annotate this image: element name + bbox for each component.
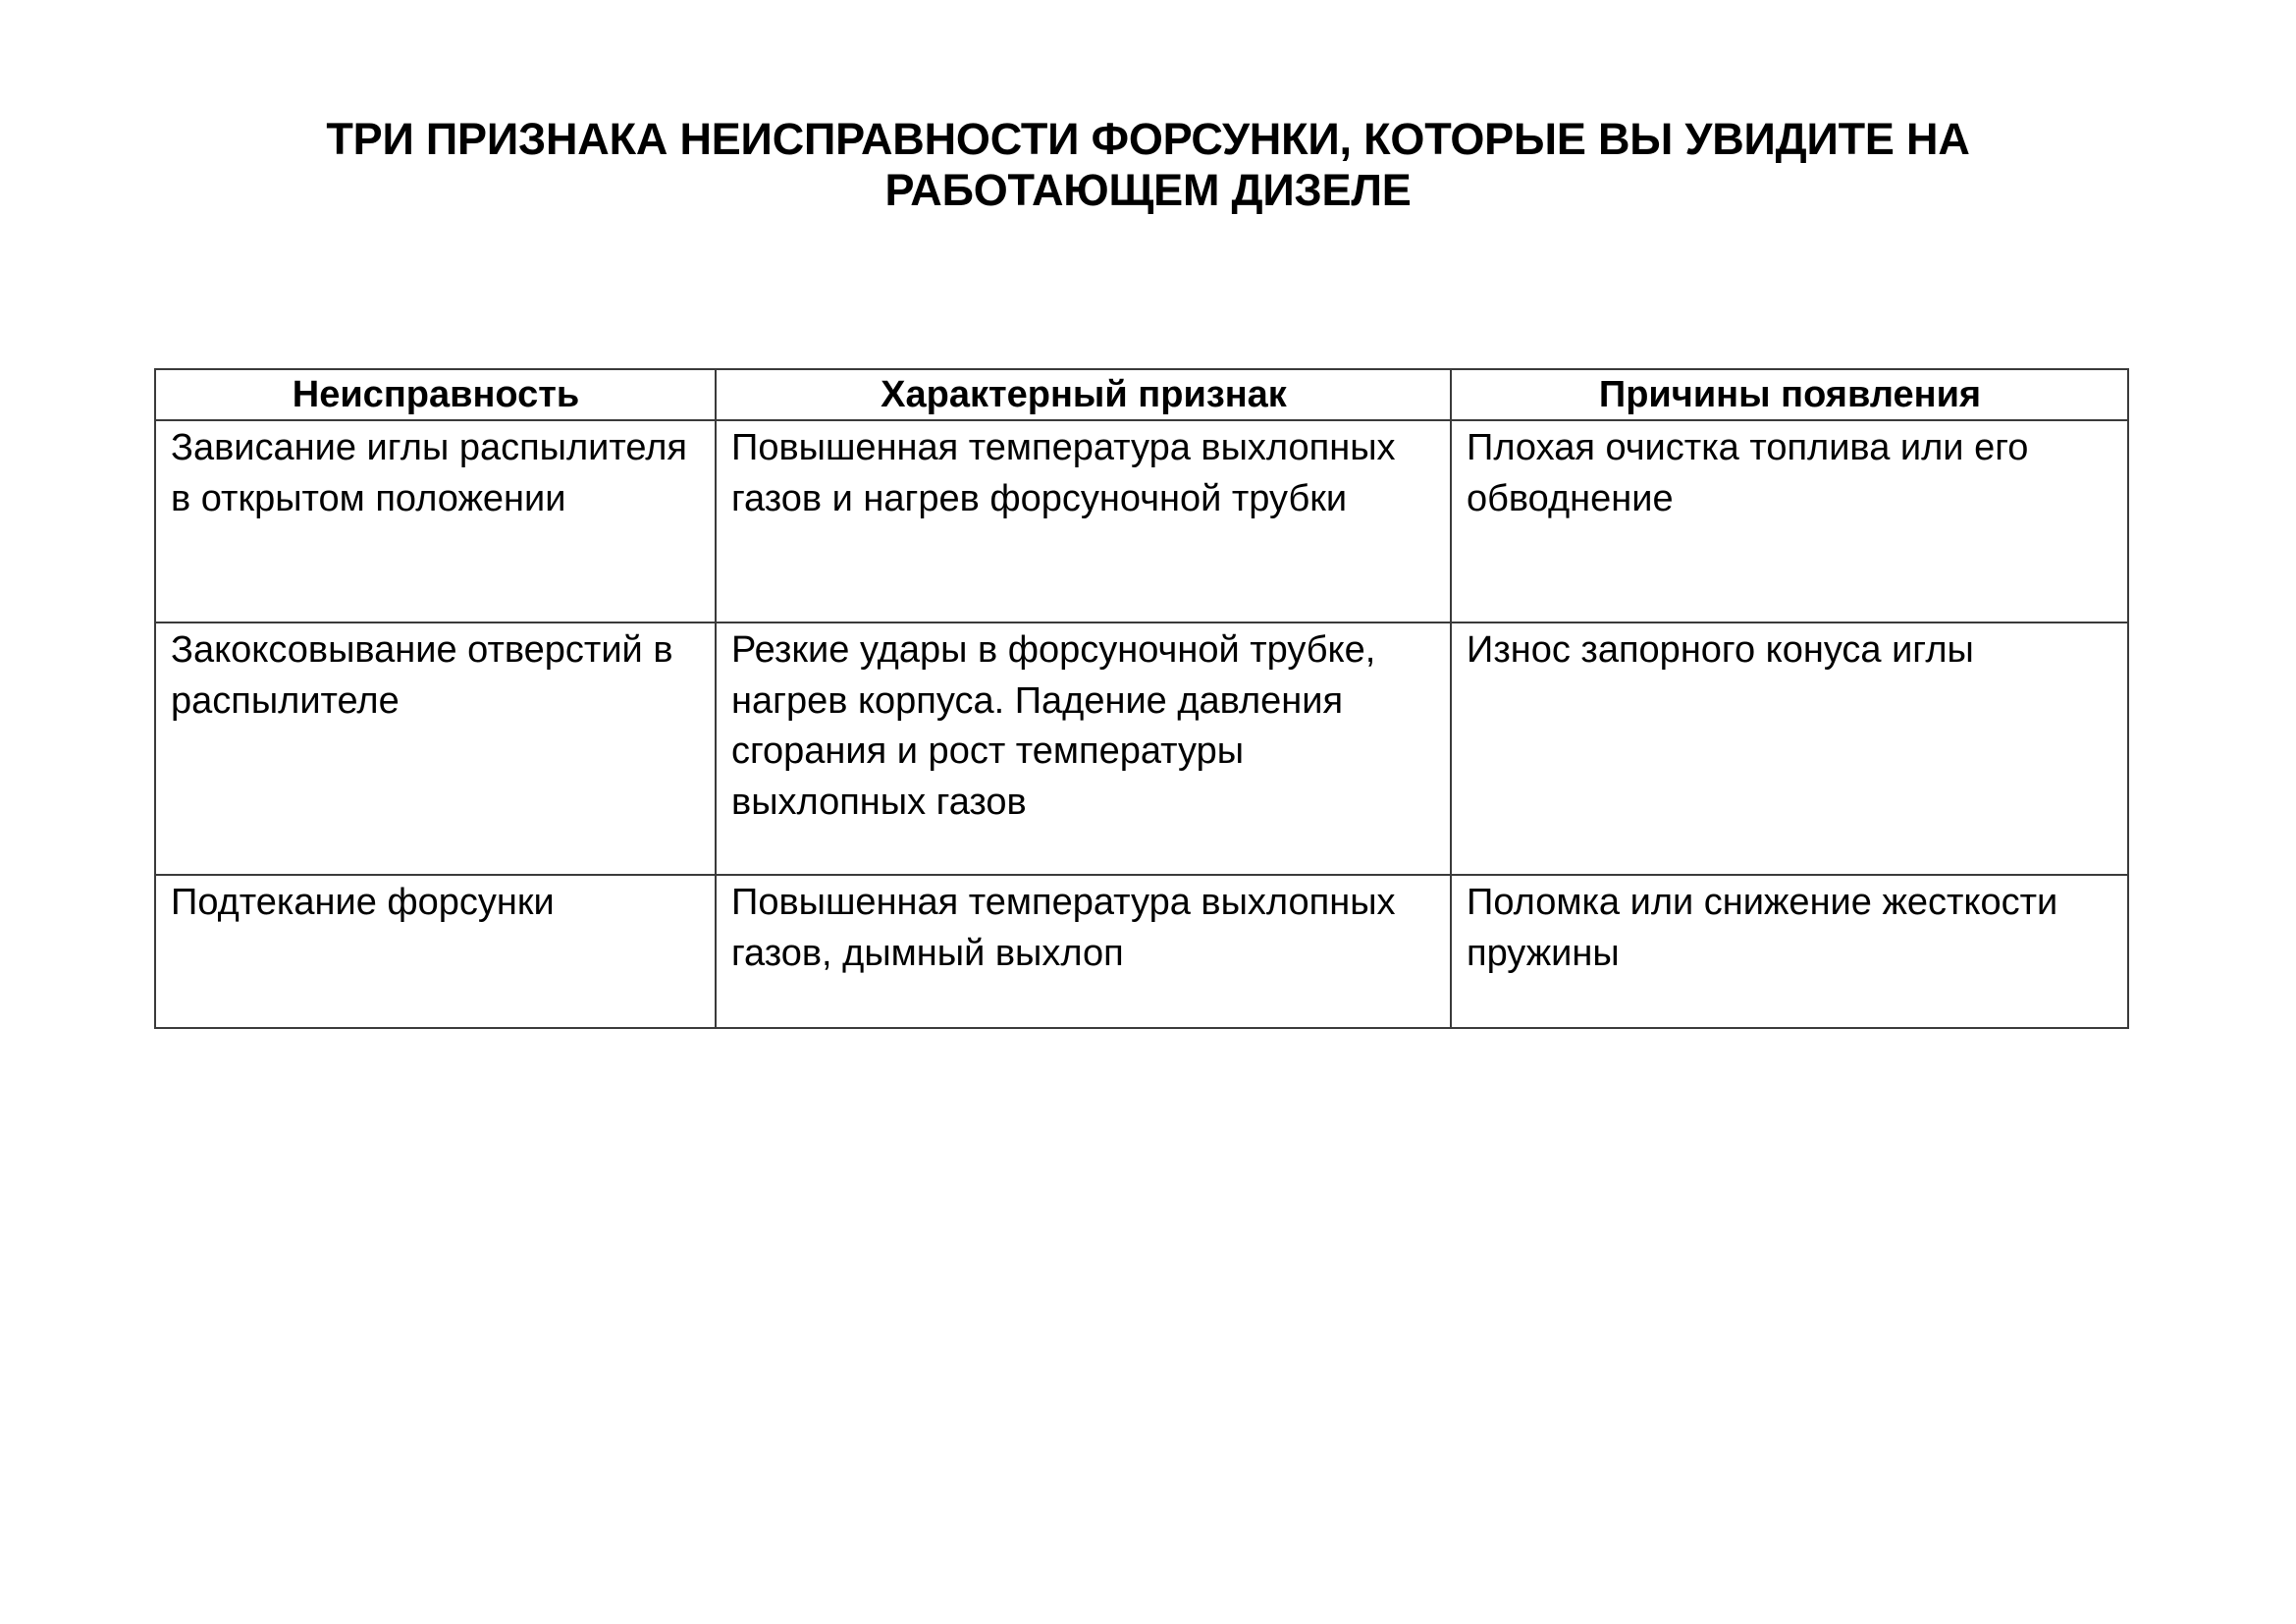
cell-cause: Плохая очистка топлива или его обводнение [1451, 420, 2128, 623]
column-header-fault: Неисправность [155, 369, 716, 420]
cell-fault: Закоксовывание отверстий в распылителе [155, 623, 716, 875]
column-header-symptom: Характерный признак [716, 369, 1451, 420]
fault-table [154, 368, 2129, 1029]
table-row [155, 623, 2128, 875]
cell-symptom: Повышенная температура выхлопных газов и нагрев форсуночной трубки [716, 420, 1451, 623]
table-row [155, 875, 2128, 1028]
cell-symptom: Резкие удары в форсуночной трубке, нагрев корпуса. Падение давления сгорания и рост температуры выхлопных газов [716, 623, 1451, 875]
cell-cause: Поломка или снижение жесткости пружины [1451, 875, 2128, 1028]
column-header-cause: Причины появления [1451, 369, 2128, 420]
cell-fault: Зависание иглы распылителя в открытом положении [155, 420, 716, 623]
table-row [155, 420, 2128, 623]
page-title-line-1: ТРИ ПРИЗНАКА НЕИСПРАВНОСТИ ФОРСУНКИ, КОТОРЫЕ ВЫ УВИДИТЕ НА [326, 114, 1970, 164]
cell-fault: Подтекание форсунки [155, 875, 716, 1028]
cell-cause: Износ запорного конуса иглы [1451, 623, 2128, 875]
cell-symptom: Повышенная температура выхлопных газов, дымный выхлоп [716, 875, 1451, 1028]
page-title-line-2: РАБОТАЮЩЕМ ДИЗЕЛЕ [884, 165, 1412, 215]
page-title [0, 114, 2296, 216]
header-row [155, 369, 2128, 420]
fault-table-body [155, 420, 2128, 1028]
fault-table-header [155, 369, 2128, 420]
